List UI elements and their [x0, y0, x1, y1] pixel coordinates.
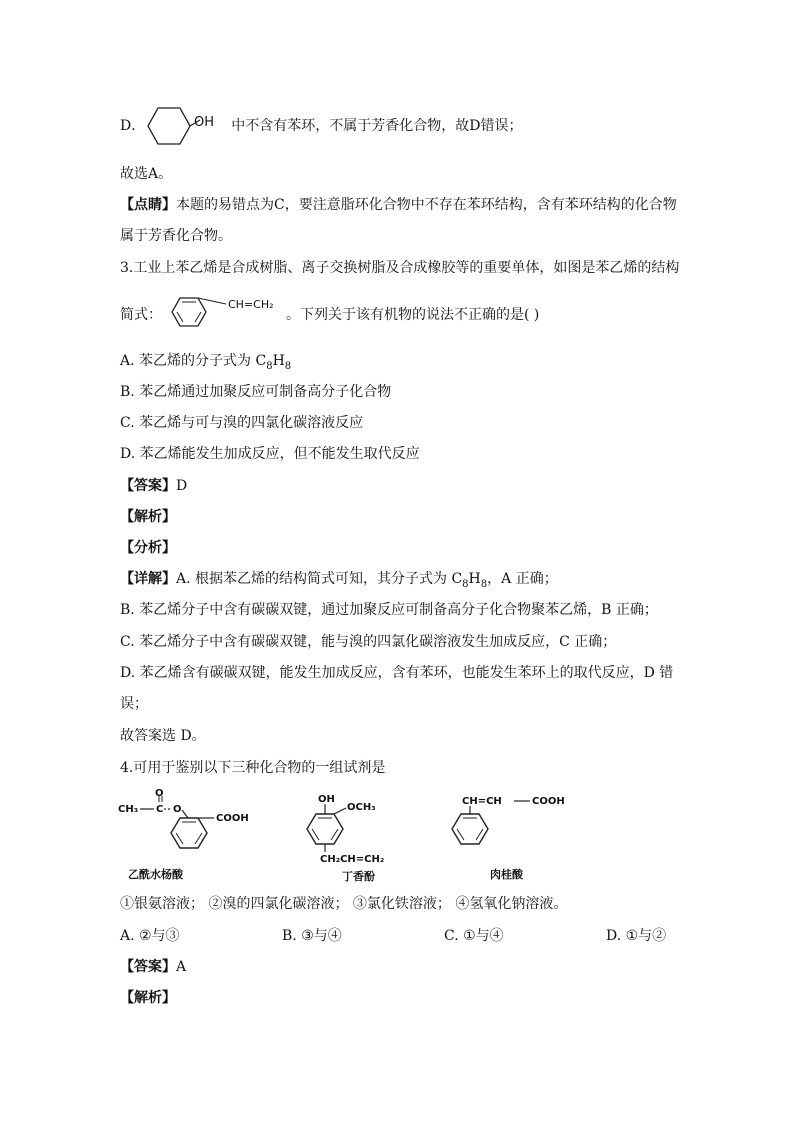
- acetylsalicylic-acid-structure: [118, 788, 268, 868]
- q3-detail-d2: 误；: [120, 696, 148, 712]
- q2-tip-tag: 【点睛】: [120, 197, 176, 213]
- compound-name-aspirin: 乙酰水杨酸: [128, 868, 183, 881]
- q3-detail-a-text: A. 根据苯乙烯的结构简式可知，其分子式为 C: [176, 571, 463, 587]
- q4-jiexi-tag: 【解析】: [120, 990, 176, 1006]
- q3-option-c: C. 苯乙烯与可与溴的四氯化碳溶液反应: [120, 415, 364, 431]
- q3-option-a-text: A. 苯乙烯的分子式为 C: [120, 353, 267, 369]
- q2-choose: 故选A。: [120, 166, 173, 182]
- styrene-label: CH=CH₂: [228, 298, 274, 311]
- q4-answer-value: A: [176, 959, 187, 975]
- q3-detail-a: [120, 569, 558, 589]
- q4-stem: 4.可用于鉴别以下三种化合物的一组试剂是: [120, 760, 386, 776]
- q3-answer-tag: 【答案】: [120, 478, 176, 494]
- eugenol-och3-label: OCH₃: [347, 802, 376, 813]
- eugenol-allyl-label: CH₂CH=CH₂: [320, 854, 385, 865]
- q3-answer-value: D: [176, 478, 188, 494]
- cinnamic-acid-structure: [448, 792, 588, 852]
- q4-option-b: B. ③与④: [282, 928, 342, 944]
- aspirin-cooh-label: COOH: [216, 813, 249, 824]
- styrene-structure: [168, 290, 288, 338]
- q3-detail-a-sub1: 8: [462, 578, 469, 590]
- q3-option-a: [120, 351, 291, 371]
- q2-tip-line1: [120, 195, 677, 215]
- q3-fenxi-tag: 【分析】: [120, 540, 176, 556]
- aspirin-carbonyl-o-label: O: [155, 788, 164, 799]
- q3-detail-a-post: ，A 正确；: [487, 571, 558, 587]
- q3-conclusion: 故答案选 D。: [120, 728, 206, 744]
- q3-detail-a-sub2: 8: [480, 578, 488, 590]
- eugenol-structure: [300, 790, 420, 870]
- q4-option-d: D. ①与②: [606, 928, 667, 944]
- cyclohexanol-structure: [144, 98, 234, 154]
- q3-stem-prefix: 简式：: [120, 307, 162, 323]
- q3-option-d: D. 苯乙烯能发生加成反应，但不能发生取代反应: [120, 446, 420, 462]
- q3-option-a-sub2: 8: [284, 360, 292, 372]
- q2-d-prefix: D．: [120, 118, 146, 134]
- q3-detail-d1: D. 苯乙烯含有碳碳双键，能发生加成反应，含有苯环，也能发生苯环上的取代反应，D 错: [120, 665, 674, 681]
- q4-option-a: A. ②与③: [120, 928, 180, 944]
- q3-stem-line1: 3.工业上苯乙烯是合成树脂、离子交换树脂及合成橡胶等的重要单体，如图是苯乙烯的结构: [120, 260, 680, 276]
- eugenol-oh-label: OH: [318, 794, 335, 805]
- aspirin-ch3-label: CH₃: [118, 804, 139, 815]
- q2-d-text: 中不含有苯环，不属于芳香化合物，故D错误；: [231, 118, 523, 134]
- q4-reagents: ①银氨溶液； ②溴的四氯化碳溶液； ③氯化铁溶液； ④氢氧化钠溶液。: [120, 896, 568, 912]
- compound-name-eugenol: 丁香酚: [342, 870, 375, 883]
- cinnamic-chch-label: CH=CH: [462, 796, 502, 807]
- q3-option-a-mid: H: [272, 353, 285, 369]
- q3-stem-suffix: 。下列关于该有机物的说法不正确的是( ): [286, 307, 540, 323]
- q3-option-a-sub1: 8: [266, 360, 273, 372]
- q2-tip-text1: 本题的易错点为C，要注意脂环化合物中不存在苯环结构，含有苯环结构的化合物: [176, 197, 677, 213]
- q4-answer-tag: 【答案】: [120, 959, 176, 975]
- aspirin-c-label: C: [156, 804, 164, 815]
- aspirin-ester-o-label: O: [173, 804, 182, 815]
- q3-detail-b: B. 苯乙烯分子中含有碳碳双键，通过加聚反应可制备高分子化合物聚苯乙烯，B 正确；: [120, 602, 658, 618]
- q2-tip-line2: 属于芳香化合物。: [120, 228, 232, 244]
- q3-detail-tag: 【详解】: [120, 571, 176, 587]
- q3-jiexi-tag: 【解析】: [120, 509, 176, 525]
- cyclohexanol-oh-label: OH: [194, 115, 215, 130]
- q3-answer: [120, 476, 187, 496]
- cinnamic-cooh-label: COOH: [532, 796, 565, 807]
- q4-answer: [120, 957, 186, 977]
- q3-option-b: B. 苯乙烯通过加聚反应可制备高分子化合物: [120, 384, 392, 400]
- q3-detail-c: C. 苯乙烯分子中含有碳碳双键，能与溴的四氯化碳溶液发生加成反应，C 正确；: [120, 634, 617, 650]
- compound-name-cinnamic: 肉桂酸: [490, 868, 523, 881]
- q3-detail-a-mid: H: [468, 571, 481, 587]
- q4-option-c: C. ①与④: [444, 928, 504, 944]
